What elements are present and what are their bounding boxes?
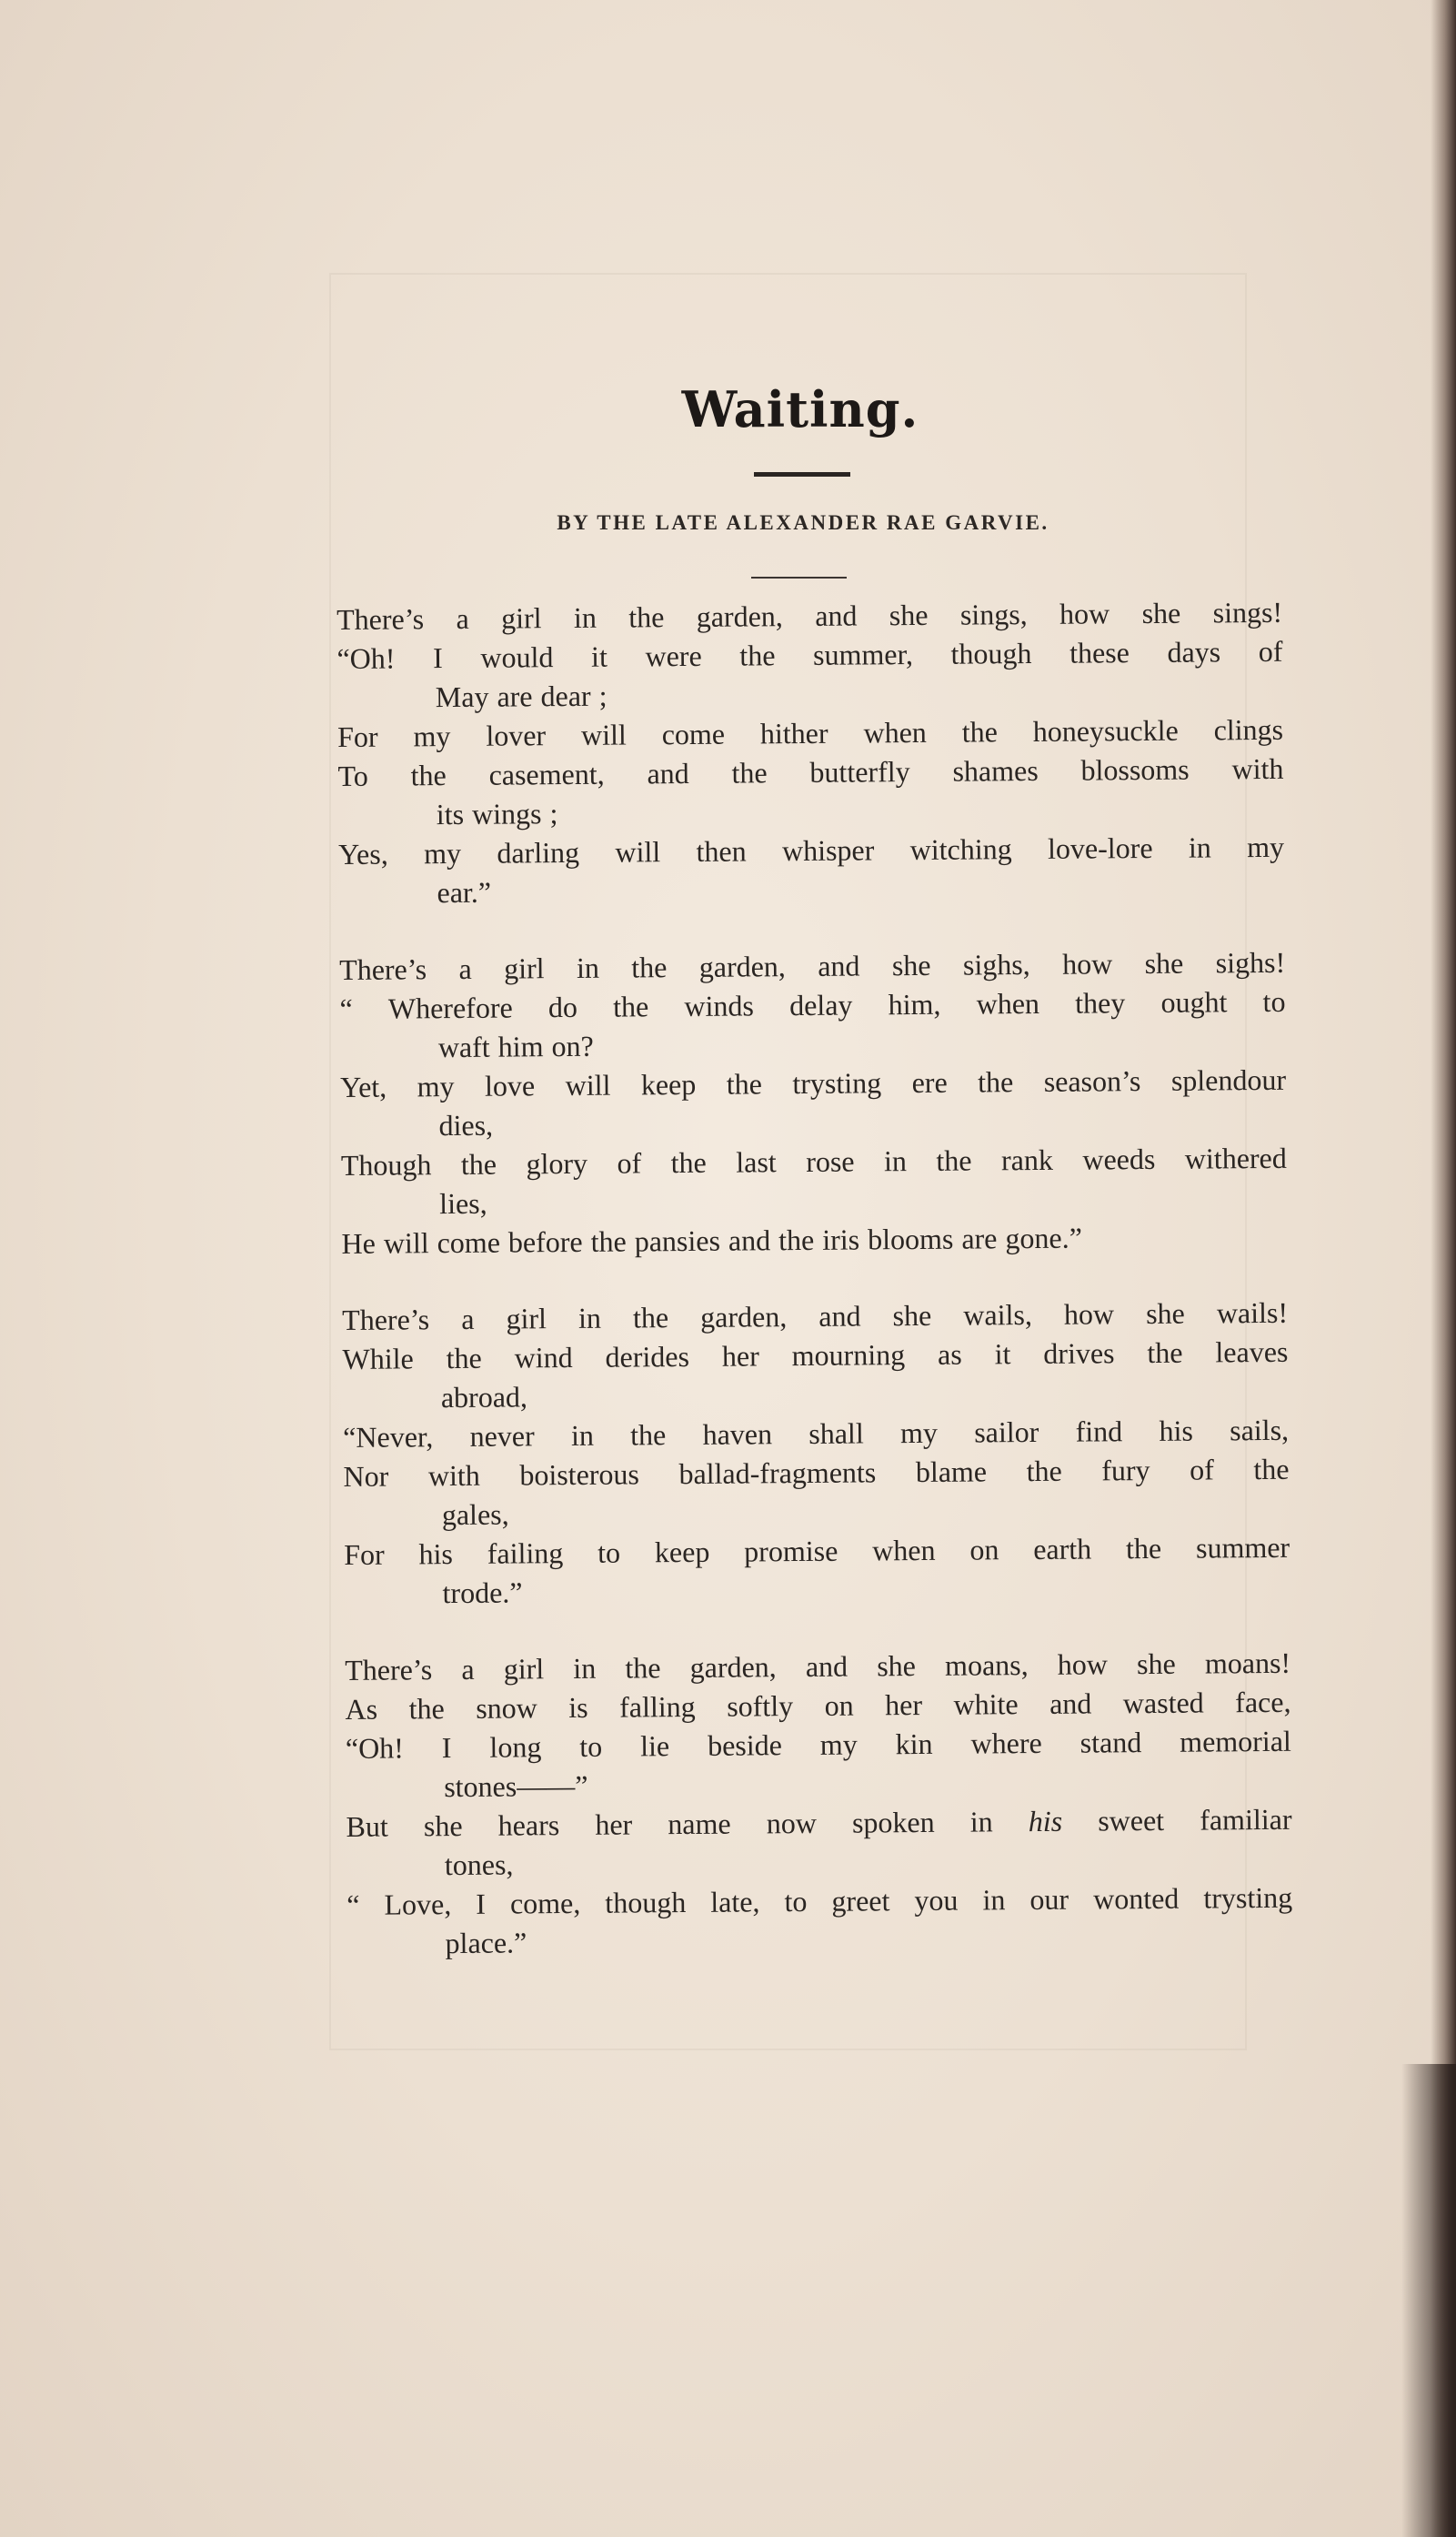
- poem-line: But she hears her name now spoken in his sweet familiar: [346, 1802, 1292, 1843]
- poem-line: “Oh! I long to lie beside my kin where stand memorial: [345, 1724, 1291, 1765]
- poem-line: For his failing to keep promise when on earth the summer: [344, 1530, 1290, 1571]
- poem-line: tones,: [444, 1847, 514, 1882]
- poem-line: While the wind derides her mourning as it drives the leaves: [342, 1334, 1289, 1375]
- poem-line: its wings ;: [436, 797, 558, 831]
- stanza: [339, 943, 1288, 1263]
- poem-line: Yet, my love will keep the trysting ere the season’s splendour: [340, 1062, 1287, 1103]
- poem-line: May are dear ;: [435, 679, 608, 714]
- poem-line: ear.”: [437, 875, 492, 910]
- poem-line: Nor with boisterous ballad-fragments blame the fury of the: [343, 1452, 1290, 1493]
- poem-line: There’s a girl in the garden, and she moans, how she moans!: [345, 1646, 1291, 1686]
- poem-line: “Oh! I would it were the summer, though these days of: [336, 634, 1283, 675]
- binding-shadow: [1401, 2064, 1456, 2537]
- poem-line: As the snow is falling softly on her white and wasted face,: [345, 1685, 1291, 1726]
- poem-line: stones——”: [444, 1768, 588, 1804]
- poem-line: dies,: [438, 1108, 494, 1143]
- stanza: [345, 1644, 1293, 1964]
- stanza: [342, 1294, 1290, 1614]
- poem-line: “ Love, I come, though late, to greet you in our wonted trysting: [346, 1880, 1293, 1921]
- poem-line: Yes, my darling will then whisper witching love-lore in my: [338, 830, 1285, 871]
- byline-rule: [751, 577, 847, 579]
- poem-title: Waiting.: [681, 380, 919, 438]
- poem-body: [336, 593, 1293, 1964]
- poem-line: “Never, never in the haven shall my sailor find his sails,: [343, 1413, 1290, 1454]
- poem-line: There’s a girl in the garden, and she sighs, how she sighs!: [339, 945, 1286, 986]
- poem-line: He will come before the pansies and the iris blooms are gone.”: [341, 1221, 1082, 1260]
- title-rule: [754, 472, 850, 477]
- poem-line: trode.”: [442, 1576, 523, 1610]
- poem-line: “ Wherefore do the winds delay him, when they ought to: [339, 984, 1286, 1025]
- poem-line: waft him on?: [437, 1029, 594, 1064]
- poem-line: Though the glory of the last rose in the rank weeds withered: [340, 1141, 1287, 1182]
- stanza: [336, 593, 1285, 913]
- byline: BY THE LATE ALEXANDER RAE GARVIE.: [557, 511, 1049, 534]
- poem-line: For my lover will come hither when the honeysuckle clings: [337, 712, 1284, 753]
- poem-line: To the casement, and the butterfly shames blossoms with: [337, 751, 1284, 792]
- poem-line: abroad,: [440, 1380, 528, 1414]
- poem-line: lies,: [439, 1186, 487, 1221]
- poem-line: There’s a girl in the garden, and she sings, how she sings!: [336, 595, 1283, 636]
- poem-line: place.”: [445, 1926, 527, 1960]
- poem-line: gales,: [441, 1497, 509, 1532]
- poem-line: There’s a girl in the garden, and she wails, how she wails!: [342, 1295, 1289, 1336]
